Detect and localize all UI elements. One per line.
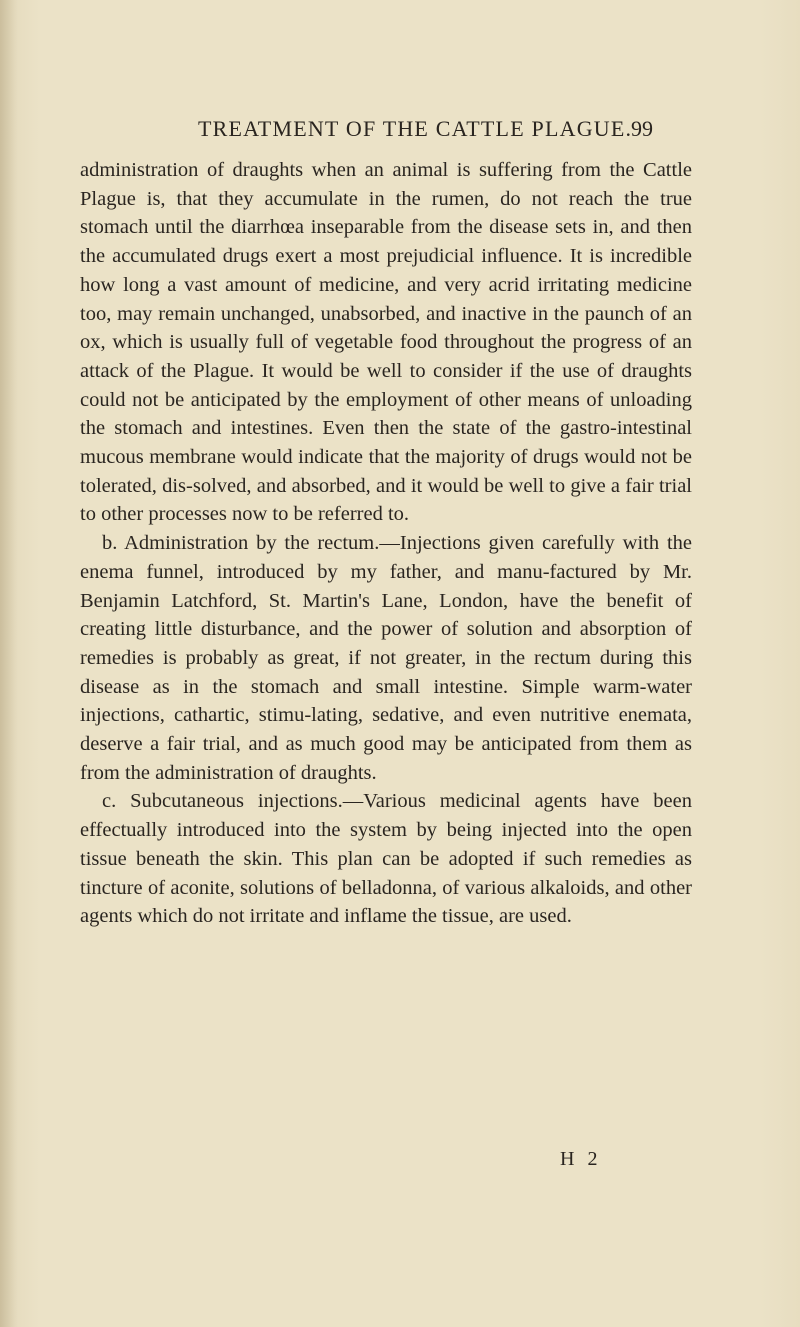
paragraph-rectum-administration: b. Administration by the rectum.—Injections given carefully with the enema funnel, introduced by my father, and manu-factured by Mr. Benjamin Latchford, St. Martin's Lane, London, have the benefit of creating little disturbance, and the power of solution and absorption of remedies is probably as great, if not greater, in the rectum during this disease as in the stomach and small intestine. Simple warm-water injections, cathartic, stimu-lating, sedative, and even nutritive enemata, deserve a fair trial, and as much good may be anticipated from them as from the administration of draughts.: [80, 532, 692, 784]
paragraph-continued: administration of draughts when an animal is suffering from the Cattle Plague is, that they accumulate in the rumen, do not reach the true stomach until the diarrhœa inseparable from the disease sets in, and then the accumulated drugs exert a most prejudicial influence. It is incredible how long a vast amount of medicine, and very acrid irritating medicine too, may remain unchanged, unabsorbed, and inactive in the paunch of an ox, which is usually full of vegetable food throughout the progress of an attack of the Plague. It would be well to consider if the use of draughts could not be anticipated by the employment of other means of unloading the stomach and intestines. Even then the state of the gastro-intestinal mucous membrane would indicate that the majority of drugs would not be tolerated, dis-solved, and absorbed, and it would be well to give a fair trial to other processes now to be referred to.: [80, 159, 692, 526]
signature-mark: H 2: [560, 1148, 602, 1170]
running-head: [0, 116, 800, 144]
running-head-title: TREATMENT OF THE CATTLE PLAGUE.: [198, 116, 633, 141]
body-text: [80, 156, 692, 931]
page-number: 99: [631, 116, 653, 141]
paragraph-subcutaneous-injections: c. Subcutaneous injections.—Various medicinal agents have been effectually introduced into the system by being injected into the open tissue beneath the skin. This plan can be adopted if such remedies as tincture of aconite, solutions of belladonna, of various alkaloids, and other agents which do not irritate and inflame the tissue, are used.: [80, 790, 692, 928]
binding-shadow: [0, 0, 18, 1327]
